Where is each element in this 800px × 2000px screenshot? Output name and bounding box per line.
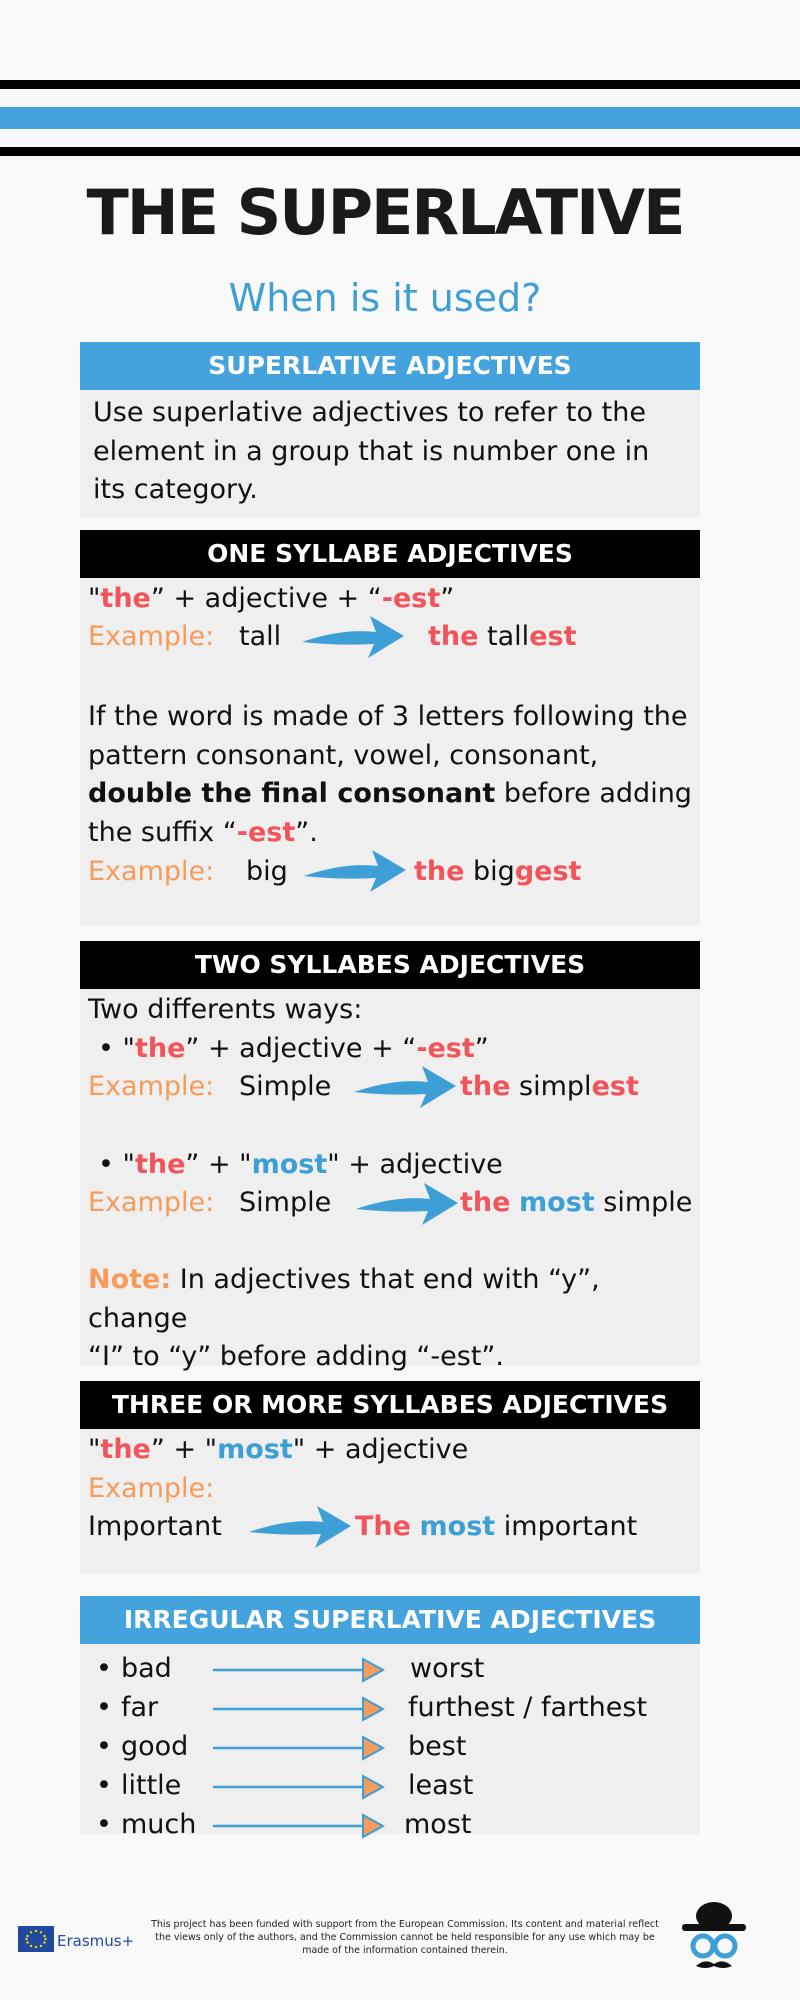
example-label: Example: — [88, 1473, 215, 1504]
example-label: Example: — [88, 856, 215, 887]
arrow-icon — [213, 1734, 385, 1764]
example-result: the tallest — [428, 621, 577, 652]
example-label: Example: — [88, 621, 215, 652]
example-word: tall — [239, 621, 282, 652]
section-description: Use superlative adjectives to refer to the element in a group that is number one in its category. — [93, 397, 650, 505]
section-header: ONE SYLLABE ADJECTIVES — [80, 530, 700, 578]
section-superlative-adjectives — [80, 342, 700, 518]
arrow-icon — [213, 1812, 385, 1842]
eu-flag-icon — [18, 1926, 54, 1952]
example-result: the most simple — [460, 1187, 693, 1218]
rule-line: "the” + adjective + “-est” — [88, 583, 455, 614]
irregular-row — [80, 1652, 700, 1690]
example-result: the biggest — [414, 856, 582, 887]
irregular-row — [80, 1769, 700, 1807]
arrow-icon — [300, 840, 410, 895]
superlative-form: furthest / farthest — [408, 1692, 648, 1723]
page-subtitle: When is it used? — [228, 276, 542, 320]
section-three-syllables — [80, 1381, 700, 1574]
arrow-icon — [213, 1695, 385, 1725]
erasmus-logo-text: Erasmus+ — [57, 1932, 135, 1950]
bullet: • — [96, 1809, 112, 1840]
base-adjective: much — [121, 1809, 197, 1840]
top-black-bar-2 — [0, 147, 800, 156]
note-text: Note: In adjectives that end with “y”, change “I” to “y” before adding “-est”. — [88, 1264, 600, 1372]
base-adjective: little — [121, 1770, 182, 1801]
arrow-icon — [350, 1056, 460, 1111]
example-word: Important — [88, 1511, 222, 1542]
bullet: • — [96, 1692, 112, 1723]
superlative-form: best — [408, 1731, 467, 1762]
arrow-icon — [352, 1173, 462, 1228]
arrow-icon — [298, 606, 408, 661]
arrow-icon — [245, 1496, 355, 1551]
section-header: TWO SYLLABES ADJECTIVES — [80, 941, 700, 989]
irregular-row — [80, 1730, 700, 1768]
footer-disclaimer: This project has been funded with support from the European Commission. Its content and material reflect the views only of the authors, and the Commission cannot be held responsible for any use which may be made of the information contained therein. — [151, 1919, 659, 1956]
base-adjective: good — [121, 1731, 189, 1762]
spy-mascot-icon — [674, 1900, 754, 1980]
bullet: • — [96, 1731, 112, 1762]
bullet-rule-est: • "the” + adjective + “-est” — [98, 1033, 489, 1064]
superlative-form: most — [404, 1809, 472, 1840]
example-label: Example: — [88, 1187, 215, 1218]
base-adjective: bad — [121, 1653, 172, 1684]
example-word: Simple — [239, 1071, 332, 1102]
intro-text: Two differents ways: — [88, 994, 363, 1025]
section-one-syllable — [80, 530, 700, 926]
section-irregular — [80, 1596, 700, 1840]
superlative-form: least — [408, 1770, 474, 1801]
example-result: The most important — [355, 1511, 638, 1542]
rule-line: "the” + "most" + adjective — [88, 1434, 469, 1465]
superlative-form: worst — [410, 1653, 485, 1684]
example-label: Example: — [88, 1071, 215, 1102]
section-header: THREE OR MORE SYLLABES ADJECTIVES — [80, 1381, 700, 1429]
base-adjective: far — [121, 1692, 159, 1723]
irregular-row — [80, 1808, 700, 1846]
section-two-syllables — [80, 941, 700, 1372]
example-word: big — [246, 856, 288, 887]
example-result: the simplest — [460, 1071, 639, 1102]
top-black-bar-1 — [0, 80, 800, 89]
section-header: IRREGULAR SUPERLATIVE ADJECTIVES — [80, 1596, 700, 1644]
bullet-rule-most: • "the” + "most" + adjective — [98, 1149, 503, 1180]
bullet: • — [96, 1770, 112, 1801]
example-word: Simple — [239, 1187, 332, 1218]
section-header: SUPERLATIVE ADJECTIVES — [80, 342, 700, 390]
top-blue-bar — [0, 107, 800, 129]
double-consonant-rule: If the word is made of 3 letters following the pattern consonant, vowel, consonant, double the final consonant before adding the suffix “-est”. — [88, 701, 692, 848]
arrow-icon — [213, 1773, 385, 1803]
arrow-icon — [213, 1656, 385, 1686]
bullet: • — [96, 1653, 112, 1684]
page-title: THE SUPERLATIVE — [86, 176, 684, 249]
irregular-row — [80, 1691, 700, 1729]
